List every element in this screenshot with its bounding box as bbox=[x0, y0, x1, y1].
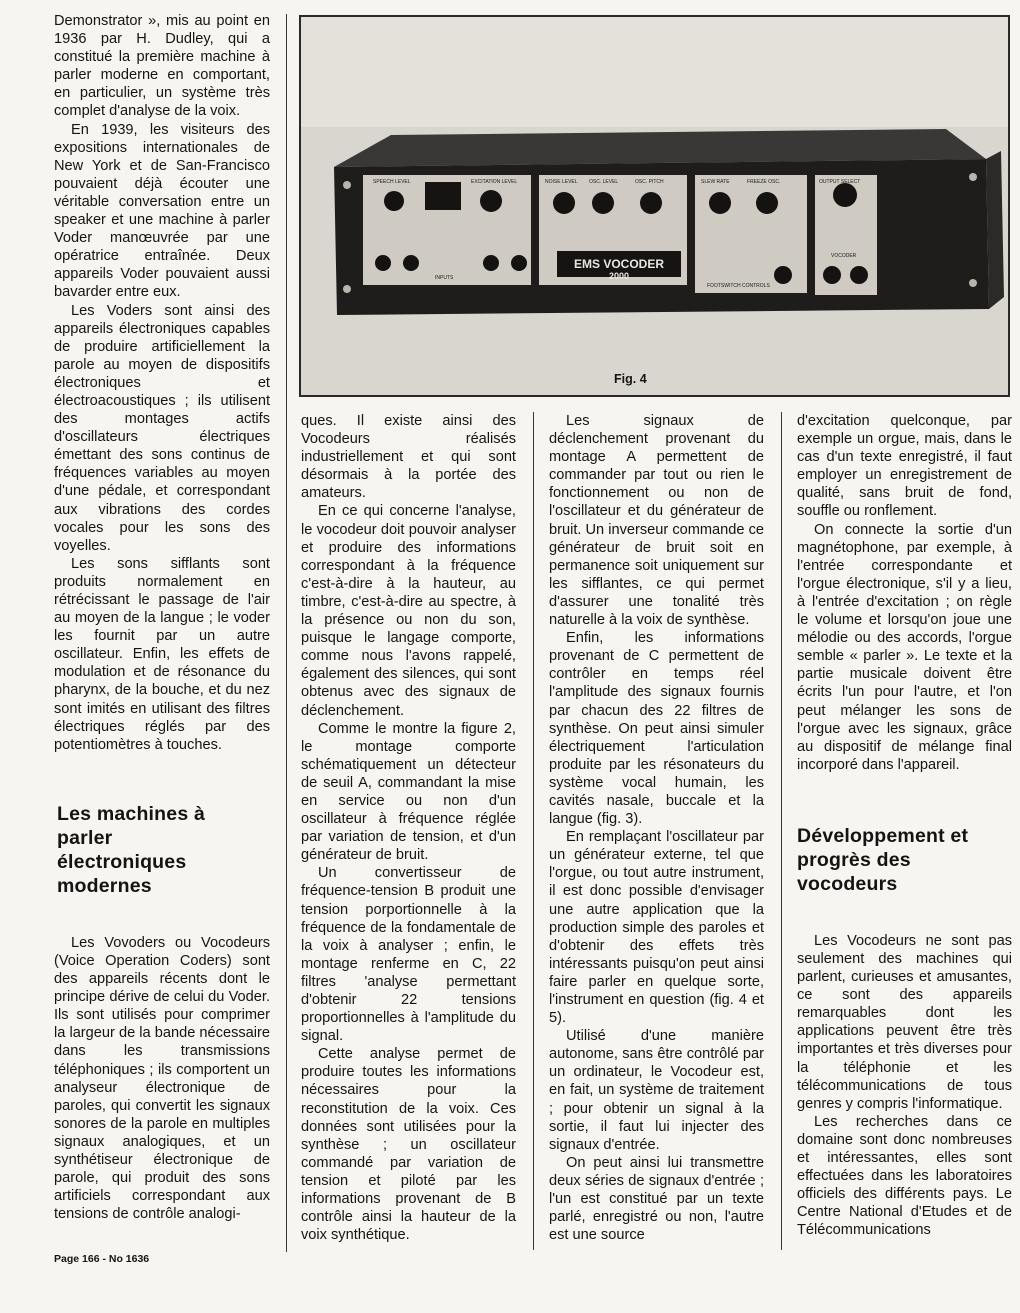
figure-caption: Fig. 4 bbox=[614, 372, 647, 386]
paragraph: d'excitation quelconque, par exemple un orgue, mais, dans le cas d'un texte enregistré, il faut employer un enregistrement de qualité, sans bruit de fond, souffle ou ronflement. bbox=[797, 413, 1012, 520]
paragraph: Enfin, les informations provenant de C permettent de contrôler en temps réel l'amplitude des signaux fournis par chacun des 22 filtres de synthèse. On peut ainsi simuler électriquement l'articulation produite par les résonateurs du système vocal humain, les cavités nasale, buccale et la langue (fig. 3). bbox=[549, 630, 764, 828]
panel-label: OSC. LEVEL bbox=[589, 179, 619, 185]
paragraph: Les Vocodeurs ne sont pas seulement des machines qui parlent, curieuses et amusantes, ce sont des appareils remarquables dont les applications peuvent être très importantes et très diverses pour la téléphonie et les télécommunications de tous genres y compris l'informatique. bbox=[797, 932, 1012, 1112]
text-column-1 bbox=[54, 12, 270, 1223]
paragraph: En 1939, les visiteurs des expositions internationales de New York et de San-Francisco pouvaient déjà écouter une véritable conversation entre un speaker et une machine à parler Voder manœuvrée par une opératrice entraînée. Deux appareils Voder pouvaient aussi bavarder entre eux. bbox=[54, 121, 270, 301]
paragraph: Les Vovoders ou Vocodeurs (Voice Operation Coders) sont des appareils récents dont le principe dérive de celui du Voder. Ils sont utilisés pour comprimer la largeur de la bande nécessaire dans les transmissions téléphoniques ; ils comportent un analyseur électronique de paroles, qui convertit les signaux sonores de la parole en multiples signaux analogiques, et un synthétiseur électronique de parole, qui produit des sons artificiels correspondant aux tensions de contrôle analogi- bbox=[54, 934, 270, 1223]
paragraph: Utilisé d'une manière autonome, sans être contrôlé par un ordinateur, le Vocodeur est, en fait, un système de traitement ; pour obtenir un signal à la sortie, il faut lui injecter des signaux d'entrée. bbox=[549, 1028, 764, 1153]
paragraph: Les sons sifflants sont produits normalement en rétrécissant le passage de l'air au moyen de la langue ; le voder les fournit par un autre oscillateur. Enfin, les effets de modulation et de résonance du pharynx, de la bouche, et du nez sont imités en utilisant des filtres électriques réglés par des potentiomètres à touches. bbox=[54, 555, 270, 753]
text-column-2 bbox=[301, 412, 516, 1244]
paragraph: On peut ainsi lui transmettre deux séries de signaux d'entrée ; l'un est constitué par un texte parlé, enregistré ou non, l'autre est une source bbox=[549, 1154, 764, 1244]
text-column-4 bbox=[797, 412, 1012, 1239]
paragraph: Les Voders sont ainsi des appareils électroniques capables de produire artificiellement la parole au moyen de dispositifs électroniques et électroacoustiques ; ils utilisent des montages actifs d'oscillateurs électriques émettant des sons continus de fréquences variables au moyen d'une pédale, et correspondant aux vibrations des cordes vocales pour les sons des voyelles. bbox=[54, 302, 270, 554]
paragraph: Un convertisseur de fréquence-tension B produit une tension porportionnelle à la fréquence de la fondamentale de la voix à analyser ; enfin, le montage renferme en C, 22 filtres 'analyse permettant d'obtenir 22 tensions proportionnelles à l'amplitude du signal. bbox=[301, 865, 516, 1045]
panel-label: EXCITATION LEVEL bbox=[471, 179, 518, 185]
vocoder-photo bbox=[301, 17, 1008, 395]
paragraph: En ce qui concerne l'analyse, le vocodeur doit pouvoir analyser et produire des informations correspondant à la fréquence c'est-à-dire à la hauteur, au timbre, c'est-à-dire au spectre, à la présence ou non du son, puisque le langage comporte, comme nous l'avons rappelé, également des silences, qui sont obtenus avec des signaux de déclenchement. bbox=[301, 503, 516, 719]
paragraph: On connecte la sortie d'un magnétophone, par exemple, à l'entrée correspondante et l'orgue électronique, s'il y a lieu, à l'entrée d'excitation ; on règle le volume et lorsqu'on joue une mélodie ou des accords, l'orgue semble « parler ». Le texte et la partie musicale doivent être écrits l'un pour l'autre, et l'on peut mélanger les sons de l'orgue avec les signaux, grâce au dispositif de mélange final incorporé dans l'appareil. bbox=[797, 521, 1012, 773]
panel-label: SPEECH LEVEL bbox=[373, 179, 411, 185]
paragraph: Les signaux de déclenchement provenant du montage A permettent de commander par tout ou rien le fonctionnement ou non de l'oscillateur et du générateur de bruit. Un inverseur commande ce générateur de bruit soit en permanence soit uniquement sur les sifflantes, ce qui permet d'assurer une tonalité très naturelle à la voix de synthèse. bbox=[549, 413, 764, 629]
section-heading: Les machines à parler électroniques modernes bbox=[57, 802, 206, 897]
column-rule bbox=[286, 14, 287, 1252]
page-footer: Page 166 - No 1636 bbox=[54, 1253, 150, 1265]
panel-label: NOISE LEVEL bbox=[545, 179, 578, 185]
panel-label: OUTPUT SELECT bbox=[819, 179, 861, 185]
section-heading: Développement et progrès des vocodeurs bbox=[797, 824, 969, 895]
panel-label: OSC. PITCH bbox=[635, 179, 664, 185]
column-rule bbox=[533, 412, 534, 1250]
paragraph: Les recherches dans ce domaine sont donc nombreuses et intéressantes, elles sont effectuées dans les laboratoires officiels des différents pays. Le Centre National d'Etudes et de Télécommunications bbox=[797, 1113, 1012, 1239]
paragraph: Comme le montre la figure 2, le montage comporte schématiquement un détecteur de seuil A, commandant la mise en service ou non d'un oscillateur à fréquence réglée par variation de tension, et d'un générateur de bruit. bbox=[301, 720, 516, 864]
panel-label: INPUTS bbox=[435, 275, 454, 281]
paragraph: Cette analyse permet de produire toutes les informations nécessaires pour la reconstitution de la voix. Ces données sont utilisées pour la synthèse ; un oscillateur commandé par variation de tension et piloté par les informations provenant de B contrôle ainsi la hauteur de la voix synthétique. bbox=[301, 1046, 516, 1244]
text-column-3 bbox=[549, 412, 764, 1244]
paragraph: ques. Il existe ainsi des Vocodeurs réalisés industriellement et qui sont désormais à la portée des amateurs. bbox=[301, 413, 516, 502]
panel-label: FOOTSWITCH CONTROLS bbox=[707, 283, 770, 289]
paragraph: En remplaçant l'oscillateur par un générateur externe, tel que l'orgue, ou tout autre instrument, il est donc possible d'envisager une autre application que la production simple des paroles et d'obtenir des effets très intéressants puisqu'on peut ainsi faire parler en quelque sorte, l'instrument en question (fig. 4 et 5). bbox=[549, 829, 764, 1027]
panel-label: FREEZE OSC. bbox=[747, 179, 781, 185]
panel-model: 2000 bbox=[608, 271, 630, 281]
panel-brand: EMS VOCODER bbox=[573, 257, 665, 271]
panel-label: SLEW RATE bbox=[701, 179, 730, 185]
panel-label: VOCODER bbox=[831, 253, 857, 259]
paragraph: Demonstrator », mis au point en 1936 par H. Dudley, qui a constitué la première machine à parler moderne en comportant, en particulier, un système très complet d'analyse de la voix. bbox=[54, 13, 270, 120]
column-rule bbox=[781, 412, 782, 1250]
figure-4-photo bbox=[299, 15, 1010, 397]
